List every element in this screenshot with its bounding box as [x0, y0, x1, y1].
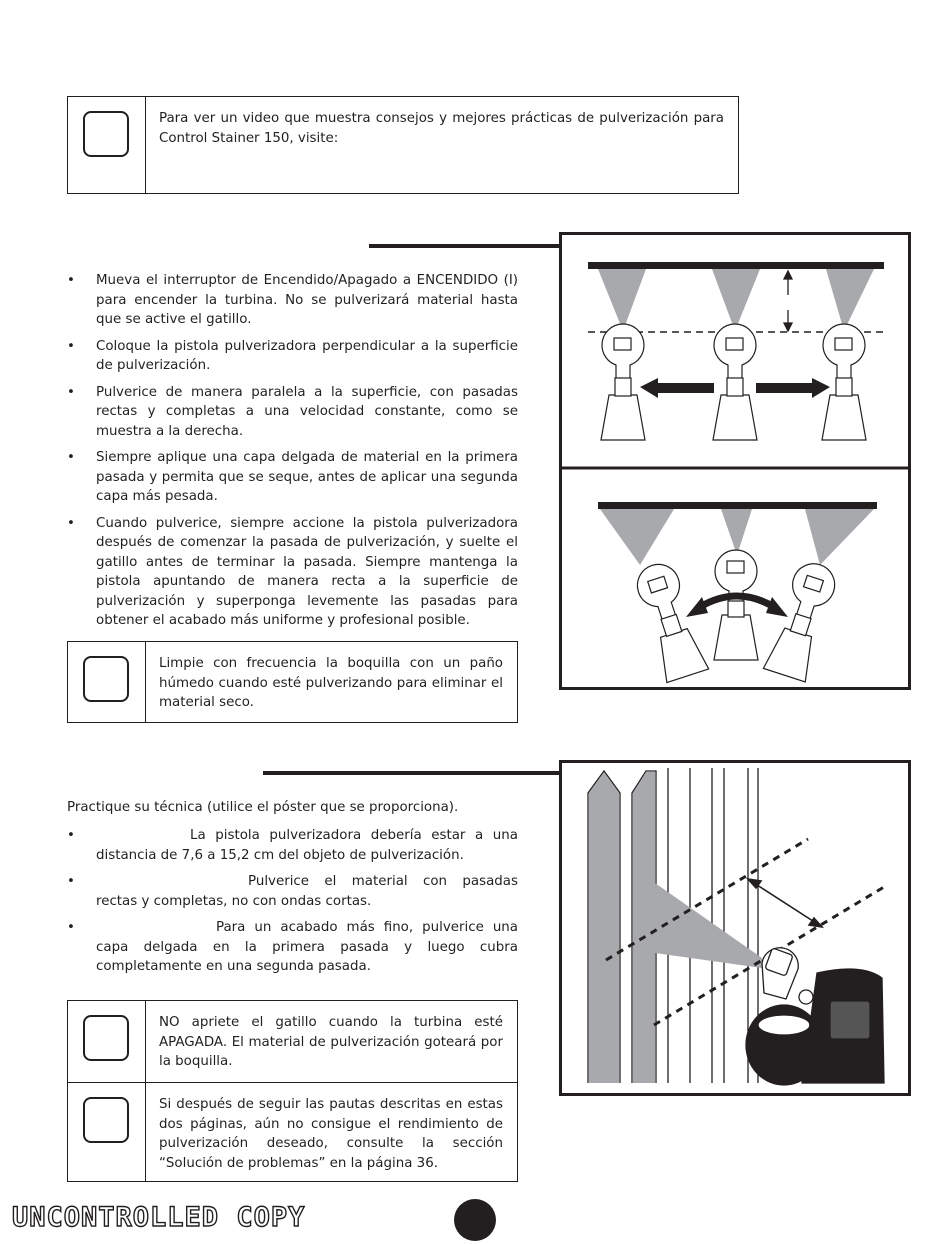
note-icon [83, 1097, 129, 1143]
page-marker-icon [454, 1199, 496, 1241]
spray-stroke-figure [559, 232, 911, 690]
list-item [67, 918, 518, 977]
fence-spray-figure [559, 760, 911, 1096]
list-item: • Mueva el interruptor de Encendido/Apagado a ENCENDIDO (I) para encender la turbina. No se pulverizará material hasta que se active el gatillo. [67, 271, 518, 330]
technique-bullet-list [67, 271, 518, 638]
list-item-text: La pistola pulverizadora debería estar a una distancia de 7,6 a 15,2 cm del objeto de pulverización. [96, 828, 518, 863]
list-item [67, 872, 518, 911]
nozzle-clean-note-box [67, 641, 518, 723]
video-note-box [67, 96, 739, 194]
troubleshooting-note-box [67, 1082, 518, 1182]
list-item [67, 826, 518, 865]
list-item: • Pulverice de manera paralela a la superficie, con pasadas rectas y completas a una velocidad constante, como se muestra a la derecha. [67, 383, 518, 442]
note-icon-cell [68, 642, 146, 722]
troubleshooting-note-text: Si después de seguir las pautas descritas en estas dos páginas, aún no consigue el rendimiento de pulverización deseado, consulte la sección “Solución de problemas” en la página 36. [159, 1097, 503, 1171]
note-icon-cell [68, 1001, 146, 1082]
list-item-text: Para un acabado más fino, pulverice una capa delgada en la primera pasada y luego cubra completamente en una segunda pasada. [96, 920, 518, 974]
spray-gun-icon [714, 550, 758, 660]
trigger-warning-text: NO apriete el gatillo cuando la turbina esté APAGADA. El material de pulverización goteará por la boquilla. [159, 1015, 503, 1069]
spray-gun-icon [631, 559, 709, 683]
note-icon-cell [68, 1083, 146, 1181]
spray-cone-icon [655, 883, 762, 968]
section-rule-practice [263, 771, 560, 775]
list-item: • Coloque la pistola pulverizadora perpendicular a la superficie de pulverización. [67, 337, 518, 376]
surface-bar-icon [598, 502, 877, 509]
painted-board-icon [589, 772, 655, 1083]
spray-gun-icon [713, 324, 757, 440]
spray-fan-icon [598, 269, 874, 331]
practice-bullet-list [67, 826, 518, 984]
uncontrolled-copy-watermark: UNCONTROLLED COPY [12, 1202, 306, 1233]
fence-spray-illustration [562, 763, 908, 1093]
list-item: • Cuando pulverice, siempre accione la pistola pulverizadora después de comenzar la pasada de pulverización, y suelte el gatillo antes de terminar la pasada. Siempre mantenga la pistola apuntando de manera recta a la superficie de pulverización y superponga levemente las pasadas para obtener el acabado más uniforme y profesional posible. [67, 514, 518, 631]
list-item-text: Pulverice el material con pasadas rectas y completas, no con ondas cortas. [96, 874, 518, 909]
practice-intro: Practique su técnica (utilice el póster que se proporciona). [67, 800, 459, 815]
list-item: • Siempre aplique una capa delgada de material en la primera pasada y permita que se seque, antes de aplicar una segunda capa más pesada. [67, 448, 518, 507]
note-icon [83, 656, 129, 702]
trigger-warning-note-box [67, 1000, 518, 1083]
video-note-text: Para ver un video que muestra consejos y mejores prácticas de pulverización para Control Stainer 150, visite: [159, 111, 724, 146]
spray-gun-icon [822, 324, 866, 440]
spray-gun-icon [746, 948, 884, 1085]
spray-gun-icon [763, 558, 841, 682]
spray-gun-icon [601, 324, 645, 440]
nozzle-clean-note-text: Limpie con frecuencia la boquilla con un paño húmedo cuando esté pulverizando para eliminar el material seco. [159, 656, 503, 710]
note-icon-cell [68, 97, 146, 193]
note-icon [83, 1015, 129, 1061]
section-rule-technique [369, 244, 560, 248]
note-icon [83, 111, 129, 157]
surface-bar-icon [588, 262, 884, 269]
distance-arrow-icon [784, 271, 792, 331]
distance-arrow-icon [748, 879, 822, 927]
spray-stroke-illustration [562, 235, 908, 687]
